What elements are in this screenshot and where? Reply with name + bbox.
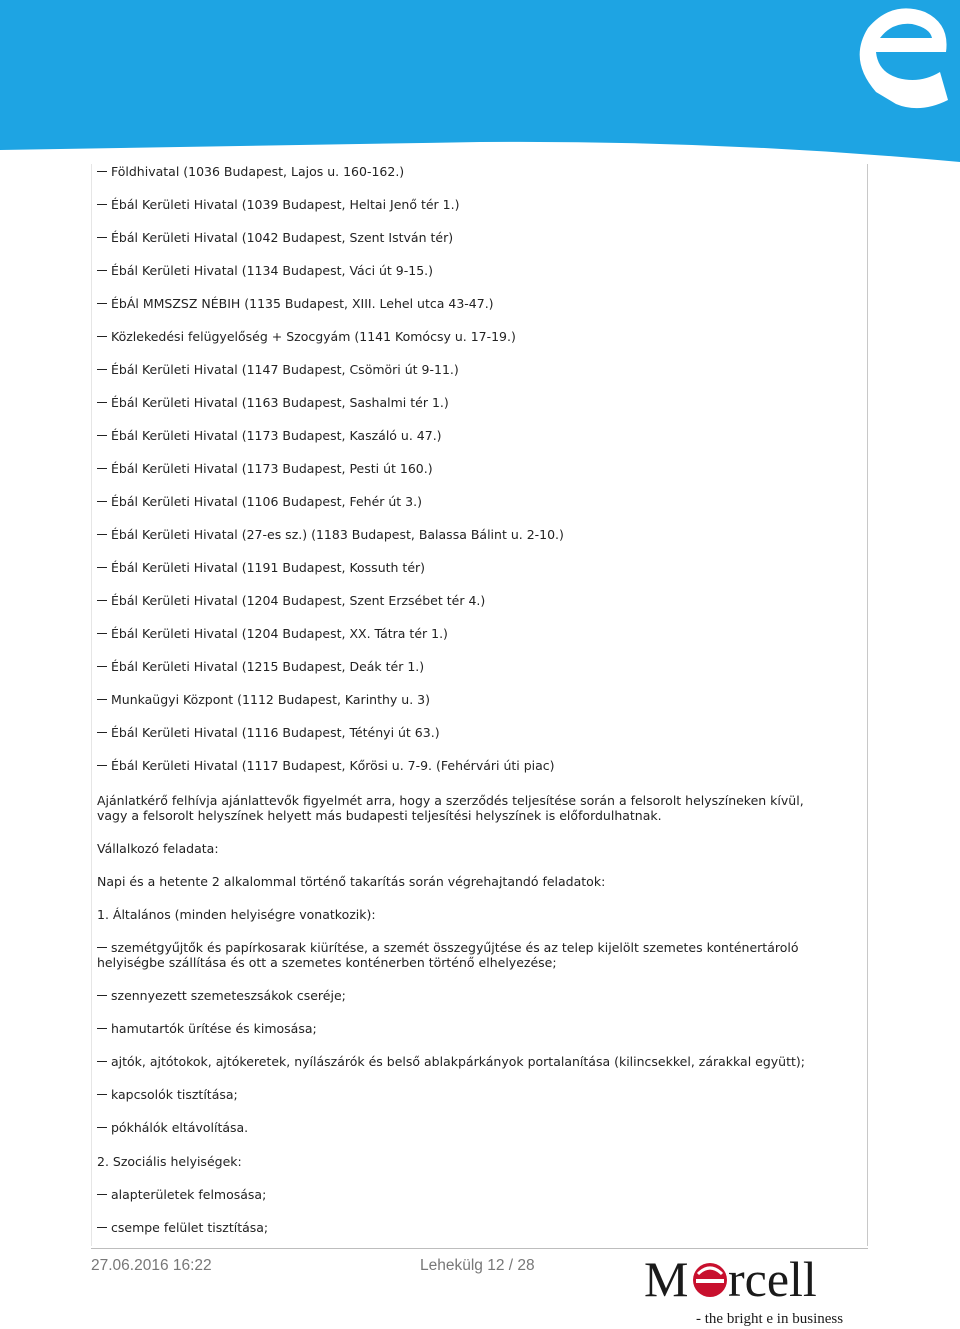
list-item-text: hamutartók ürítése és kimosása;: [111, 1021, 317, 1036]
task-list-item: [97, 1021, 317, 1036]
location-list-item: [97, 758, 555, 773]
list-item-text: Ébál Kerületi Hivatal (27-es sz.) (1183 Budapest, Balassa Bálint u. 2-10.): [111, 527, 564, 542]
list-item-text: pókhálók eltávolítása.: [111, 1120, 249, 1135]
location-list-item: [97, 692, 430, 707]
location-list-item: [97, 725, 440, 740]
location-list-item: [97, 197, 459, 212]
list-item-text: Ébál Kerületi Hivatal (1117 Budapest, Kőrösi u. 7-9. (Fehérvári úti piac): [111, 758, 555, 773]
list-item-text: Földhivatal (1036 Budapest, Lajos u. 160-162.): [111, 164, 405, 179]
dash-bullet-icon: [97, 600, 107, 601]
list-item-text: Munkaügyi Központ (1112 Budapest, Karinthy u. 3): [111, 692, 430, 707]
dash-bullet-icon: [97, 699, 107, 700]
task-list-item: [97, 988, 346, 1003]
list-item-text: szennyezett szemeteszsákok cseréje;: [111, 988, 346, 1003]
page-frame-left: [91, 164, 92, 1246]
dash-bullet-icon: [97, 1194, 107, 1195]
dash-bullet-icon: [97, 1127, 107, 1128]
list-item-text: ÉbÁl MMSZSZ NÉBIH (1135 Budapest, XIII. Lehel utca 43-47.): [111, 296, 494, 311]
section-2-title: 2. Szociális helyiségek:: [97, 1154, 242, 1169]
dash-bullet-icon: [97, 995, 107, 996]
dash-bullet-icon: [97, 666, 107, 667]
location-list-item: [97, 659, 424, 674]
task-list-item: [97, 1087, 238, 1102]
logo-rcell: rcell: [728, 1251, 817, 1307]
task-list-item: [97, 1187, 266, 1202]
dash-bullet-icon: [97, 765, 107, 766]
section-1-title: 1. Általános (minden helyiségre vonatkozik):: [97, 907, 376, 922]
paragraph-napi: Napi és a hetente 2 alkalommal történő takarítás során végrehajtandó feladatok:: [97, 874, 606, 889]
dash-bullet-icon: [97, 947, 107, 948]
task-list-item: [97, 1054, 805, 1069]
list-item-text: Ébál Kerületi Hivatal (1204 Budapest, XX. Tátra tér 1.): [111, 626, 448, 641]
location-list-item: [97, 494, 422, 509]
dash-bullet-icon: [97, 1061, 107, 1062]
dash-bullet-icon: [97, 1094, 107, 1095]
location-list-item: [97, 527, 564, 542]
list-item-text: Ébál Kerületi Hivatal (1173 Budapest, Pesti út 160.): [111, 461, 433, 476]
dash-bullet-icon: [97, 435, 107, 436]
footer-page-number: Lehekülg 12 / 28: [420, 1257, 535, 1274]
dash-bullet-icon: [97, 633, 107, 634]
task-list-item: [97, 1220, 268, 1235]
location-list-item: [97, 428, 442, 443]
dash-bullet-icon: [97, 369, 107, 370]
dash-bullet-icon: [97, 501, 107, 502]
location-list-item: [97, 395, 449, 410]
list-item-text: Ébál Kerületi Hivatal (1042 Budapest, Szent István tér): [111, 230, 454, 245]
dash-bullet-icon: [97, 402, 107, 403]
dash-bullet-icon: [97, 270, 107, 271]
list-item-text: alapterületek felmosása;: [111, 1187, 267, 1202]
list-item-text: csempe felület tisztítása;: [111, 1220, 269, 1235]
list-item-text: Ébál Kerületi Hivatal (1116 Budapest, Tétényi út 63.): [111, 725, 440, 740]
logo-tagline: - the bright e in business: [696, 1311, 844, 1327]
header-banner: [0, 0, 960, 162]
dash-bullet-icon: [97, 237, 107, 238]
dash-bullet-icon: [97, 732, 107, 733]
location-list-item: [97, 560, 425, 575]
location-list-item: [97, 626, 448, 641]
location-list-item: [97, 296, 494, 311]
marcell-logo: [640, 1250, 870, 1328]
list-item-text: Ébál Kerületi Hivatal (1204 Budapest, Szent Erzsébet tér 4.): [111, 593, 486, 608]
footer-date: 27.06.2016 16:22: [91, 1257, 212, 1274]
location-list-item: [97, 329, 516, 344]
location-list-item: [97, 263, 433, 278]
dash-bullet-icon: [97, 468, 107, 469]
list-item-text: Ébál Kerületi Hivatal (1039 Budapest, Heltai Jenő tér 1.): [111, 197, 460, 212]
list-item-text: Ébál Kerületi Hivatal (1147 Budapest, Csömöri út 9-11.): [111, 362, 459, 377]
location-list-item: [97, 593, 485, 608]
dash-bullet-icon: [97, 204, 107, 205]
task-list-item: [97, 940, 837, 970]
dash-bullet-icon: [97, 1227, 107, 1228]
list-item-text: Ébál Kerületi Hivatal (1173 Budapest, Kaszáló u. 47.): [111, 428, 442, 443]
list-item-text: Ébál Kerületi Hivatal (1191 Budapest, Kossuth tér): [111, 560, 426, 575]
task-list-item: [97, 1120, 248, 1135]
paragraph-vallalkozo: Vállalkozó feladata:: [97, 841, 219, 856]
list-item-text: ajtók, ajtótokok, ajtókeretek, nyílászárók és belső ablakpárkányok portalanítása (kilincsekkel, zárakkal együtt);: [111, 1054, 805, 1069]
page-frame-right: [867, 164, 868, 1246]
logo-m: M: [644, 1251, 689, 1307]
dash-bullet-icon: [97, 567, 107, 568]
logo-e-icon: [693, 1263, 727, 1297]
dash-bullet-icon: [97, 303, 107, 304]
list-item-text: Ébál Kerületi Hivatal (1163 Budapest, Sashalmi tér 1.): [111, 395, 449, 410]
list-item-text: Ébál Kerületi Hivatal (1215 Budapest, Deák tér 1.): [111, 659, 425, 674]
dash-bullet-icon: [97, 171, 107, 172]
location-list-item: [97, 230, 453, 245]
location-list-item: [97, 362, 459, 377]
location-list-item: [97, 164, 404, 179]
list-item-text: Közlekedési felügyelőség + Szocgyám (1141 Komócsy u. 17-19.): [111, 329, 516, 344]
dash-bullet-icon: [97, 336, 107, 337]
footer-divider: [91, 1248, 868, 1249]
list-item-text: Ébál Kerületi Hivatal (1106 Budapest, Fehér út 3.): [111, 494, 422, 509]
dash-bullet-icon: [97, 534, 107, 535]
list-item-text: Ébál Kerületi Hivatal (1134 Budapest, Váci út 9-15.): [111, 263, 434, 278]
paragraph-ajanlatkero: Ajánlatkérő felhívja ajánlattevők figyelmét arra, hogy a szerződés teljesítése során a felsorolt helyszíneken kívül, vagy a felsorolt helyszínek helyett más budapesti teljesítési helyszínek is előfordulhatnak.: [97, 793, 804, 823]
list-item-text: szemétgyűjtők és papírkosarak kiürítése, a szemét összegyűjtése és az telep kijelölt szemetes konténertároló helyiségbe szállítása és ott a szemetes konténerben történő elhelyezése;: [97, 940, 799, 970]
dash-bullet-icon: [97, 1028, 107, 1029]
location-list-item: [97, 461, 433, 476]
list-item-text: kapcsolók tisztítása;: [111, 1087, 238, 1102]
